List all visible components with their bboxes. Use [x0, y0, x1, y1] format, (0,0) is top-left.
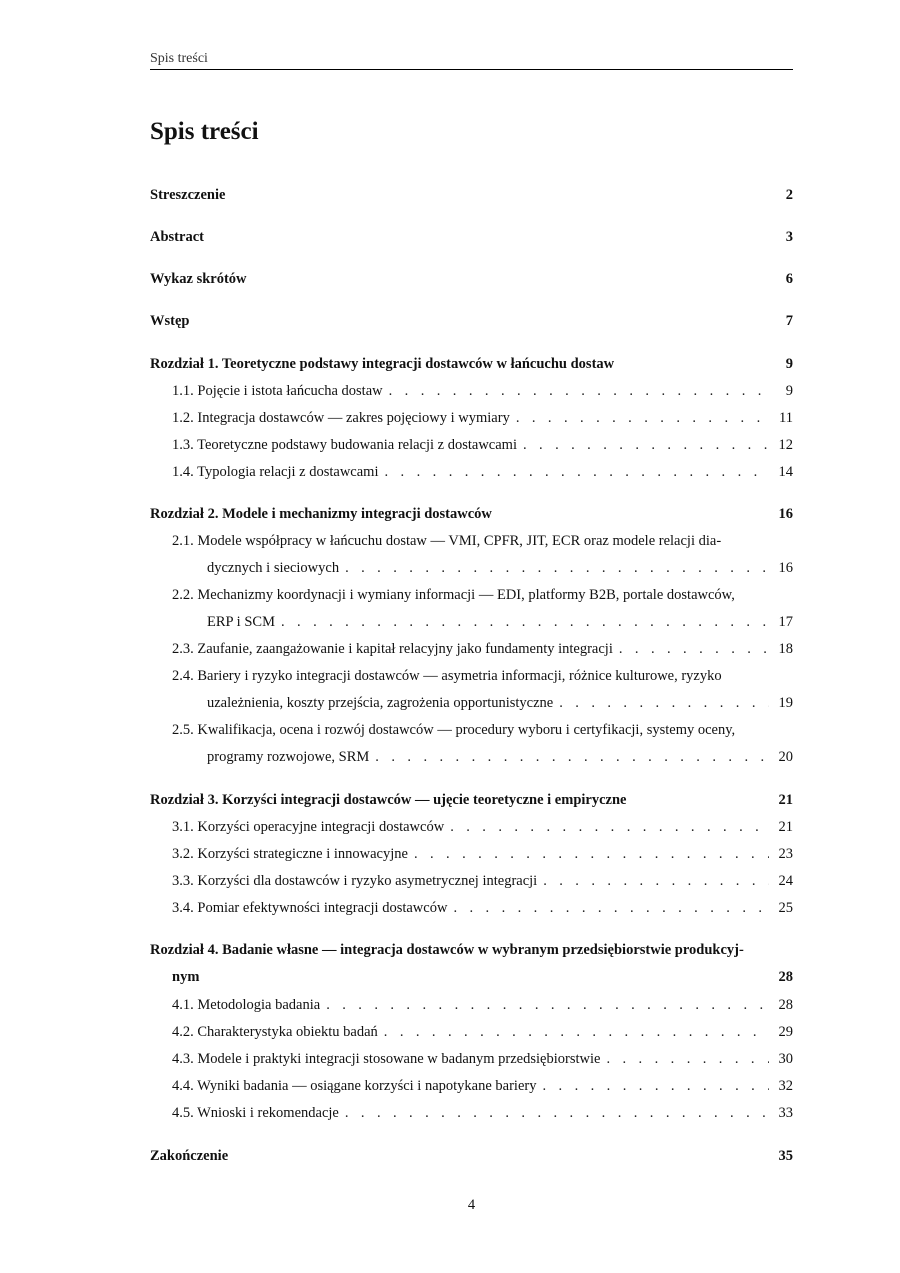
- toc-chapter-2[interactable]: [150, 503, 793, 525]
- toc-leader: [281, 611, 769, 633]
- toc-entry-label: 3.1. Korzyści operacyjne integracji dostawców: [172, 819, 445, 835]
- toc-section-1-3[interactable]: [172, 434, 793, 456]
- toc-leader: [516, 407, 769, 429]
- toc-entry-page: 30: [778, 1051, 793, 1067]
- toc-leader: [559, 692, 769, 714]
- toc-section-3-3[interactable]: [172, 870, 793, 892]
- toc-section-1-2[interactable]: [172, 407, 793, 429]
- toc-entry-page: 28: [778, 969, 793, 985]
- toc-entry-abstract[interactable]: [150, 226, 793, 248]
- toc-leader: [542, 1075, 769, 1097]
- toc-section-2-4-line2[interactable]: [207, 692, 793, 714]
- toc-entry-label: ERP i SCM: [207, 614, 275, 630]
- toc-entry-zakonczenie[interactable]: [150, 1145, 793, 1167]
- toc-entry-label: Streszczenie: [150, 187, 226, 203]
- toc-entry-page: 23: [778, 846, 793, 862]
- page-title: Spis treści: [150, 118, 259, 145]
- toc-entry-page: 21: [778, 819, 793, 835]
- toc-leader: [389, 380, 769, 402]
- toc-entry-label: Rozdział 4. Badanie własne — integracja dostawców w wybranym przedsiębiorstwie produkcyj-: [150, 942, 744, 958]
- toc-chapter-4-line1[interactable]: [150, 939, 793, 961]
- toc-entry-label: 3.2. Korzyści strategiczne i innowacyjne: [172, 846, 408, 862]
- toc-entry-page: 18: [778, 641, 793, 657]
- toc-entry-page: 24: [778, 873, 793, 889]
- toc-entry-page: 12: [778, 437, 793, 453]
- toc-entry-label: nym: [172, 969, 200, 985]
- toc-entry-label: Wykaz skrótów: [150, 271, 247, 287]
- toc-section-3-4[interactable]: [172, 897, 793, 919]
- toc-entry-wykaz-skrotow[interactable]: [150, 268, 793, 290]
- toc-leader: [606, 1048, 769, 1070]
- toc-leader: [523, 434, 769, 456]
- toc-entry-label: 3.3. Korzyści dla dostawców i ryzyko asymetrycznej integracji: [172, 873, 538, 889]
- toc-section-4-5[interactable]: [172, 1102, 793, 1124]
- toc-entry-page: 9: [785, 383, 793, 399]
- toc-entry-label: 2.1. Modele współpracy w łańcuchu dostaw — VMI, CPFR, JIT, ECR oraz modele relacji dia-: [172, 533, 722, 549]
- toc-entry-label: 1.1. Pojęcie i istota łańcucha dostaw: [172, 383, 383, 399]
- toc-section-4-1[interactable]: [172, 994, 793, 1016]
- toc-leader: [414, 843, 769, 865]
- toc-section-2-2-line2[interactable]: [207, 611, 793, 633]
- toc-entry-label: 2.5. Kwalifikacja, ocena i rozwój dostawców — procedury wyboru i certyfikacji, systemy oceny,: [172, 722, 736, 738]
- toc-entry-page: 20: [778, 749, 793, 765]
- toc-entry-page: 33: [778, 1105, 793, 1121]
- toc-entry-label: 1.3. Teoretyczne podstawy budowania relacji z dostawcami: [172, 437, 517, 453]
- toc-entry-page: 21: [778, 792, 793, 808]
- toc-entry-page: 3: [785, 229, 793, 245]
- toc-leader: [619, 638, 769, 660]
- toc-leader: [375, 746, 769, 768]
- toc-entry-wstep[interactable]: [150, 310, 793, 332]
- toc-entry-label: 4.4. Wyniki badania — osiągane korzyści i napotykane bariery: [172, 1078, 537, 1094]
- toc-entry-page: 32: [778, 1078, 793, 1094]
- page-number: 4: [467, 1197, 476, 1213]
- toc-entry-page: 11: [779, 410, 793, 426]
- toc-entry-page: 25: [778, 900, 793, 916]
- toc-section-4-3[interactable]: [172, 1048, 793, 1070]
- toc-entry-label: Rozdział 1. Teoretyczne podstawy integracji dostawców w łańcuchu dostaw: [150, 356, 615, 372]
- toc-entry-label: 1.2. Integracja dostawców — zakres pojęciowy i wymiary: [172, 410, 510, 426]
- toc-section-3-2[interactable]: [172, 843, 793, 865]
- toc-section-2-5-line2[interactable]: [207, 746, 793, 768]
- toc-chapter-1[interactable]: [150, 353, 793, 375]
- running-header: Spis treści: [150, 50, 793, 70]
- toc-entry-page: 29: [778, 1024, 793, 1040]
- toc-leader: [385, 461, 770, 483]
- toc-entry-label: 2.2. Mechanizmy koordynacji i wymiany informacji — EDI, platformy B2B, portale dostawców,: [172, 587, 735, 603]
- toc-entry-label: 4.2. Charakterystyka obiektu badań: [172, 1024, 378, 1040]
- toc-section-2-5-line1[interactable]: [172, 719, 793, 741]
- toc-entry-label: 4.5. Wnioski i rekomendacje: [172, 1105, 339, 1121]
- toc-chapter-3[interactable]: [150, 789, 793, 811]
- toc-entry-page: 16: [778, 506, 793, 522]
- toc-entry-label: 4.3. Modele i praktyki integracji stosowane w badanym przedsiębiorstwie: [172, 1051, 601, 1067]
- toc-entry-label: Wstęp: [150, 313, 190, 329]
- toc-entry-page: 17: [778, 614, 793, 630]
- toc-entry-label: programy rozwojowe, SRM: [207, 749, 370, 765]
- toc-entry-label: 1.4. Typologia relacji z dostawcami: [172, 464, 379, 480]
- toc-section-2-1-line2[interactable]: [207, 557, 793, 579]
- toc-leader: [450, 816, 769, 838]
- toc-leader: [345, 1102, 769, 1124]
- toc-section-1-1[interactable]: [172, 380, 793, 402]
- toc-leader: [543, 870, 769, 892]
- toc-section-4-2[interactable]: [172, 1021, 793, 1043]
- toc-section-2-3[interactable]: [172, 638, 793, 660]
- toc-entry-page: 19: [778, 695, 793, 711]
- toc-entry-label: 2.4. Bariery i ryzyko integracji dostawców — asymetria informacji, różnice kulturowe, ryzyko: [172, 668, 722, 684]
- toc-entry-page: 6: [785, 271, 793, 287]
- toc-entry-label: 3.4. Pomiar efektywności integracji dostawców: [172, 900, 448, 916]
- toc-entry-label: uzależnienia, koszty przejścia, zagrożenia opportunistyczne: [207, 695, 554, 711]
- toc-entry-page: 35: [778, 1148, 793, 1164]
- toc-section-2-1-line1[interactable]: [172, 530, 793, 552]
- toc-leader: [453, 897, 769, 919]
- toc-section-1-4[interactable]: [172, 461, 793, 483]
- toc-section-4-4[interactable]: [172, 1075, 793, 1097]
- toc-entry-page: 7: [785, 313, 793, 329]
- toc-section-2-2-line1[interactable]: [172, 584, 793, 606]
- toc-entry-label: Rozdział 3. Korzyści integracji dostawców — ujęcie teoretyczne i empiryczne: [150, 792, 627, 808]
- toc-entry-streszczenie[interactable]: [150, 184, 793, 206]
- toc-chapter-4-line2[interactable]: [172, 966, 793, 988]
- toc-entry-label: Rozdział 2. Modele i mechanizmy integracji dostawców: [150, 506, 492, 522]
- toc-entry-label: dycznych i sieciowych: [207, 560, 340, 576]
- toc-entry-label: Zakończenie: [150, 1148, 229, 1164]
- toc-section-2-4-line1[interactable]: [172, 665, 793, 687]
- toc-leader: [345, 557, 769, 579]
- toc-entry-page: 14: [778, 464, 793, 480]
- toc-entry-page: 2: [785, 187, 793, 203]
- toc-entry-label: 2.3. Zaufanie, zaangażowanie i kapitał relacyjny jako fundamenty integracji: [172, 641, 613, 657]
- toc-leader: [326, 994, 769, 1016]
- toc-entry-label: Abstract: [150, 229, 204, 245]
- toc-entry-label: 4.1. Metodologia badania: [172, 997, 321, 1013]
- toc-leader: [384, 1021, 769, 1043]
- toc-entry-page: 16: [778, 560, 793, 576]
- toc-entry-page: 9: [785, 356, 793, 372]
- toc-section-3-1[interactable]: [172, 816, 793, 838]
- toc-entry-page: 28: [778, 997, 793, 1013]
